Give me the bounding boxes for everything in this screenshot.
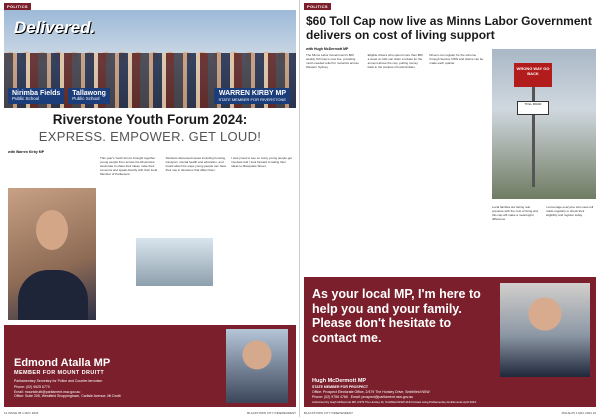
side-columns: [492, 205, 596, 223]
ad-email: Email: mountdruitt@parliament.nsw.gov.au: [14, 389, 81, 394]
mp-name: WARREN KIRBY MP: [218, 89, 286, 97]
ad-secretary: Parliamentary Secretary for Police and Counter-terrorism: [14, 379, 103, 383]
ad-name: Edmond Atalla MP: [14, 357, 111, 369]
mp-role: STATE MEMBER FOR RIVERSTONE: [218, 96, 286, 102]
paragraph: This year's Youth Forum brought together young people from across the Riverstone electorate to share their ideas, raise their concerns and speak directly with their local Member of Parliament.: [100, 156, 158, 176]
ad-portrait: [226, 329, 288, 403]
school-type: Public School: [12, 96, 40, 102]
hero-caption: Delivered.: [14, 18, 96, 37]
folio-left: 14 ISSUE 65 1 MAY 2024: [4, 411, 39, 415]
toll-road-sign: TOLL ROAD: [517, 101, 549, 115]
folio-right: ISSUE 65 1 MAY 2024 15: [561, 411, 596, 415]
page-folio: [4, 411, 296, 415]
page-folio: [304, 411, 596, 415]
article-columns: [100, 156, 292, 178]
ad-message: As your local MP, I'm here to help you and your family. Please don't hesitate to contact me.: [312, 287, 481, 345]
paragraph: Eligible drivers who spend more than $60 a week on tolls can claim a rebate for the amount above the cap, putting money back in the pockets of local families.: [367, 53, 423, 69]
ad-role: MEMBER FOR MOUNT DRUITT: [14, 370, 105, 376]
road-sign-photo: [492, 49, 596, 199]
ad-phone: Phone: (02) 9625 6770: [14, 385, 50, 389]
section-tag: POLITICS: [304, 3, 331, 10]
article-column: [100, 156, 161, 178]
school-name: Tallawong: [72, 89, 106, 97]
section-tag: POLITICS: [4, 3, 31, 10]
ad-contact: [14, 385, 121, 399]
paragraph: Drivers can register for the scheme through Service NSW and claims can be made each quarter.: [429, 53, 484, 65]
article-headline: $60 Toll Cap now live as Minns Labor Government delivers on cost of living support: [306, 14, 592, 42]
mp-badge: [214, 88, 290, 104]
article-column: [306, 53, 363, 71]
mp-advertisement: [4, 325, 296, 407]
school-badge: [8, 88, 64, 104]
paragraph: I was proud to see so many young people get involved and I look forward to taking their ideas to Macquarie Street.: [231, 156, 292, 168]
mp-portrait-photo: [8, 188, 96, 320]
ad-name: Hugh McDermott MP: [312, 378, 367, 384]
ad-role: STATE MEMBER FOR PROSPECT: [312, 385, 369, 389]
article-column: [166, 156, 227, 178]
folio-left: BLACKTOWN CITY INDEPENDENT: [304, 411, 353, 415]
article-headline: Riverstone Youth Forum 2024:: [52, 112, 248, 127]
wrong-way-sign: WRONG WAY GO BACK: [514, 63, 552, 87]
school-badges: [8, 88, 110, 104]
article-column: [546, 205, 596, 223]
paragraph: The Minns Labor Government's $60 weekly Toll Cap is now live, providing much-needed relief for motorists across Western Sydney.: [306, 53, 359, 69]
school-type: Public School: [72, 96, 100, 102]
paragraph: Students discussed issues including housing, transport, mental health and education, and heard about the ways young people can have their say in decisions that affect them.: [165, 156, 227, 172]
building-photo: [136, 238, 213, 286]
ad-contact: [312, 395, 413, 399]
ad-authorised: Authorised by Hugh McDermott MP, 2/479 The Horsley Dr, Smithfield NSW 2164 funded using Parliamentary Entitlements April 2024.: [312, 400, 477, 404]
article-column: [368, 53, 425, 71]
school-name: Nirimba Fields: [12, 89, 61, 97]
ad-portrait: [500, 283, 590, 377]
ad-phone: Phone: (02) 9756 4766: [312, 395, 348, 399]
paragraph: I encourage everyone who uses toll roads regularly to check their eligibility and register today.: [546, 205, 594, 217]
ad-email: Email: prospect@parliament.nsw.gov.au: [350, 395, 413, 399]
portrait-suit: [18, 270, 88, 320]
hero-photo: [4, 10, 296, 108]
mp-advertisement: [304, 277, 596, 407]
right-page: [300, 0, 600, 417]
article-columns: [306, 53, 486, 71]
school-badge: [68, 88, 110, 104]
paragraph: Local families are facing real pressure with the cost of living and this cap will make a meaningful difference.: [492, 205, 539, 221]
article-byline: with Hugh McDermott MP: [306, 47, 349, 51]
ad-office: Office: Suite 205, Westfield Shoppingtown, Carlisle Avenue, Mt Druitt: [14, 394, 121, 398]
article-subhead: EXPRESS. EMPOWER. GET LOUD!: [38, 129, 262, 144]
ad-office: Office: Prospect Electorate Office, 2/479 The Horsley Drive, Smithfield NSW: [312, 390, 430, 394]
article-column: [231, 156, 292, 178]
article-byline: with Warren Kirby MP: [8, 150, 45, 154]
article-column: [429, 53, 486, 71]
portrait-face: [36, 210, 68, 250]
folio-right: BLACKTOWN CITY INDEPENDENT: [247, 411, 296, 415]
article-column: [492, 205, 542, 223]
